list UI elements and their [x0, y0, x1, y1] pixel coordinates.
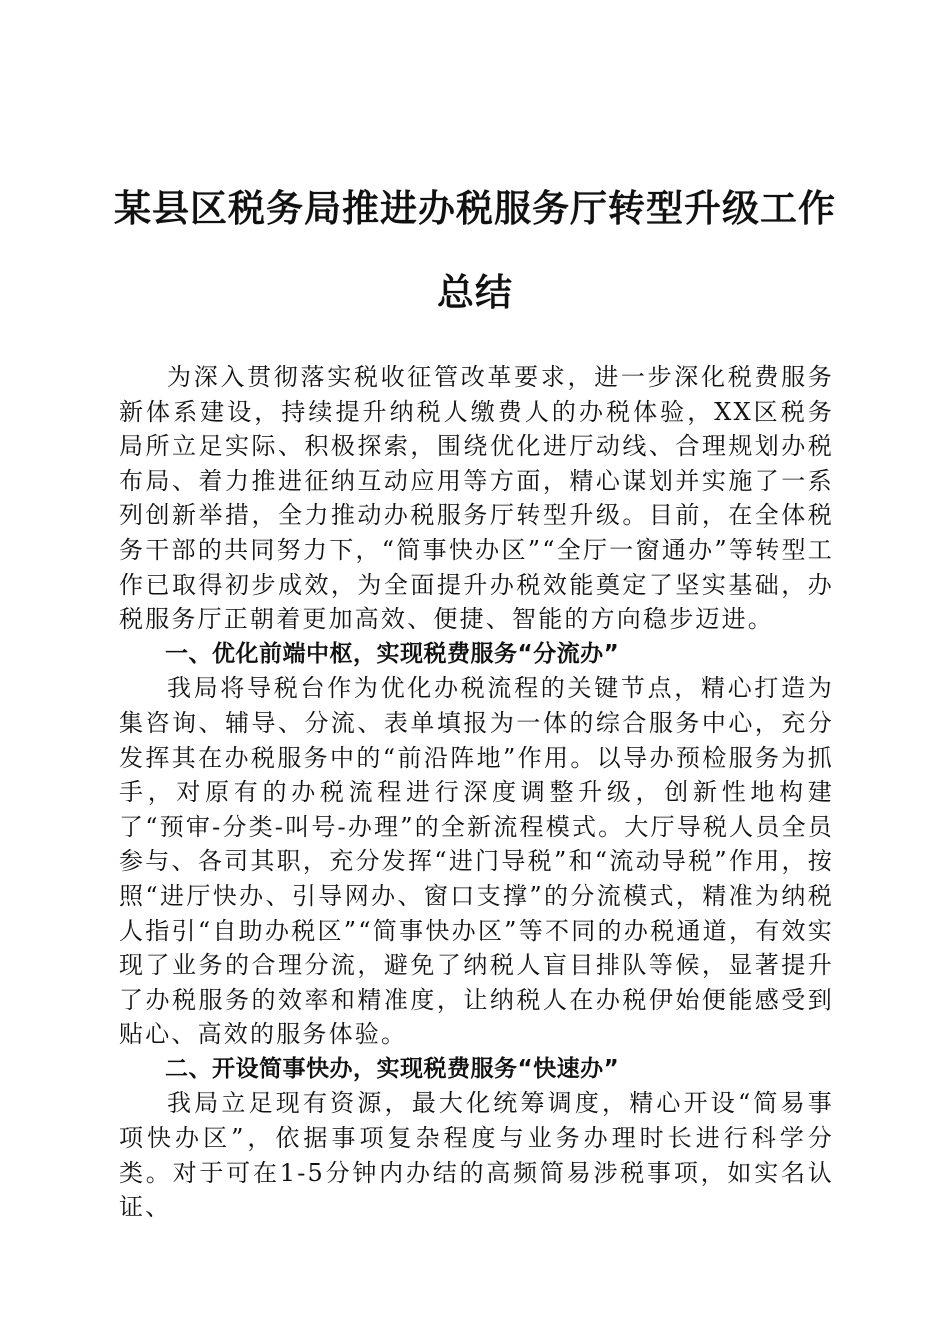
paragraph-section-1: 我局将导税台作为优化办税流程的关键节点，精心打造为集咨询、辅导、分流、表单填报为一体的综合服务中心，充分发挥其在办税服务中的“前沿阵地”作用。以导办预检服务为抓手，对原有的办税流程进行深度调整升级，创新性地构建了“预审-分类-叫号-办理”的全新流程模式。大厅导税人员全员参与、各司其职，充分发挥“进门导税”和“流动导税”作用，按照“进厅快办、引导网办、窗口支撑”的分流模式，精准为纳税人指引“自助办税区”“简事快办区”等不同的办税通道，有效实现了业务的合理分流，避免了纳税人盲目排队等候，显著提升了办税服务的效率和精准度，让纳税人在办税伊始便能感受到贴心、高效的服务体验。	[119, 674, 834, 1049]
section-heading-1: 一、优化前端中枢，实现税费服务“分流办”	[165, 640, 620, 667]
paragraph-intro: 为深入贯彻落实税收征管改革要求，进一步深化税费服务新体系建设，持续提升纳税人缴费人的办税体验，XX区税务局所立足实际、积极探索，围绕优化进厅动线、合理规划办税布局、着力推进征纳互动应用等方面，精心谋划并实施了一系列创新举措，全力推动办税服务厅转型升级。目前，在全体税务干部的共同努力下，“简事快办区”“全厅一窗通办”等转型工作已取得初步成效，为全面提升办税效能奠定了坚实基础，办税服务厅正朝着更加高效、便捷、智能的方向稳步迈进。	[119, 363, 834, 634]
section-heading-2: 二、开设简事快办，实现税费服务“快速办”	[165, 1055, 620, 1082]
paragraph-section-2: 我局立足现有资源，最大化统筹调度，精心开设“简易事项快办区”，依据事项复杂程度与业务办理时长进行科学分类。对于可在1-5分钟内办结的高频简易涉税事项，如实名认证、	[119, 1089, 834, 1222]
document-title: 某县区税务局推进办税服务厅转型升级工作总结	[114, 186, 836, 314]
document-body	[119, 360, 834, 1225]
